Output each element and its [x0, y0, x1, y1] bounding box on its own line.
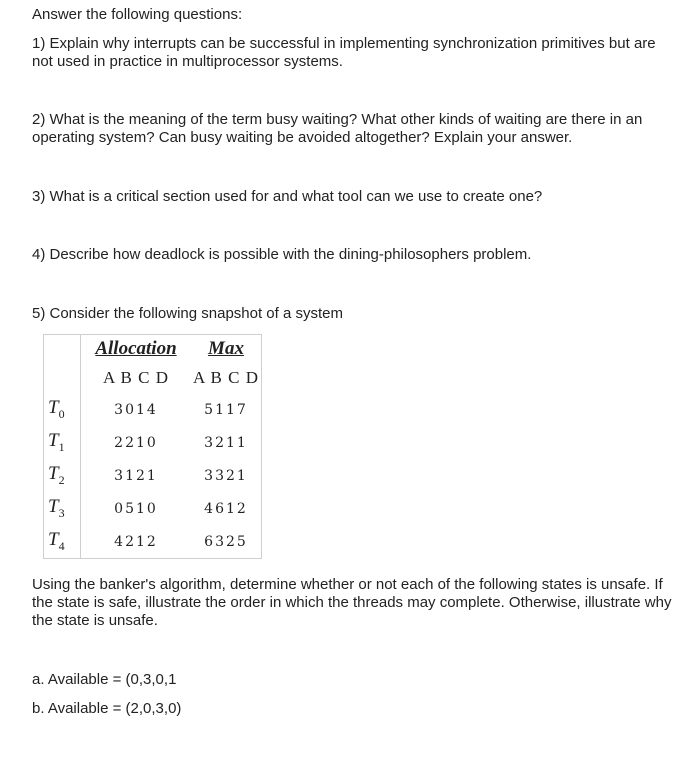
table-row — [44, 525, 262, 559]
question-3: 3) What is a critical section used for and what tool can we use to create one? — [32, 188, 543, 205]
table-row — [44, 426, 262, 459]
max-cell: 6325 — [204, 533, 248, 550]
banker-instructions: Using the banker's algorithm, determine whether or not each of the following states is unsafe. If the state is safe, illustrate the order in which the threads may complete. Otherwise, illustrate why the state is unsafe. — [32, 576, 672, 629]
snapshot-corner — [44, 335, 81, 364]
allocation-cell: 0510 — [114, 500, 158, 517]
allocation-cell: 3014 — [114, 401, 158, 418]
thread-label: $T_0$ — [44, 393, 81, 426]
thread-label: $T_4$ — [44, 525, 81, 559]
question-4: 4) Describe how deadlock is possible with the dining-philosophers problem. — [32, 246, 532, 263]
max-header: Max — [208, 338, 244, 359]
table-row — [44, 459, 262, 492]
question-5: 5) Consider the following snapshot of a system — [32, 305, 343, 322]
question-2: 2) What is the meaning of the term busy waiting? What other kinds of waiting are there in an operating system? Can busy waiting be avoided altogether? Explain your answer. — [32, 111, 643, 146]
thread-label: $T_1$ — [44, 426, 81, 459]
thread-label: $T_3$ — [44, 492, 81, 525]
max-cell: 3211 — [204, 434, 248, 451]
max-subheader: A B C D — [192, 368, 260, 387]
allocation-cell: 3121 — [114, 467, 158, 484]
question-1: 1) Explain why interrupts can be successful in implementing synchronization primitives but are not used in practice in multiprocessor systems. — [32, 35, 656, 70]
table-row — [44, 492, 262, 525]
part-b: b. Available = (2,0,3,0) — [32, 700, 182, 717]
allocation-cell: 4212 — [114, 533, 158, 550]
part-a: a. Available = (0,3,0,1 — [32, 671, 177, 688]
allocation-cell: 2210 — [114, 434, 158, 451]
thread-label: $T_2$ — [44, 459, 81, 492]
snapshot-subheader-row — [44, 363, 262, 393]
snapshot-header-row — [44, 335, 262, 364]
intro-text: Answer the following questions: — [32, 6, 243, 23]
max-cell: 4612 — [204, 500, 248, 517]
allocation-header: Allocation — [95, 338, 177, 359]
allocation-subheader: A B C D — [102, 368, 170, 387]
max-cell: 3321 — [204, 467, 248, 484]
snapshot-table — [43, 334, 262, 559]
max-cell: 5117 — [204, 401, 248, 418]
table-row — [44, 393, 262, 426]
